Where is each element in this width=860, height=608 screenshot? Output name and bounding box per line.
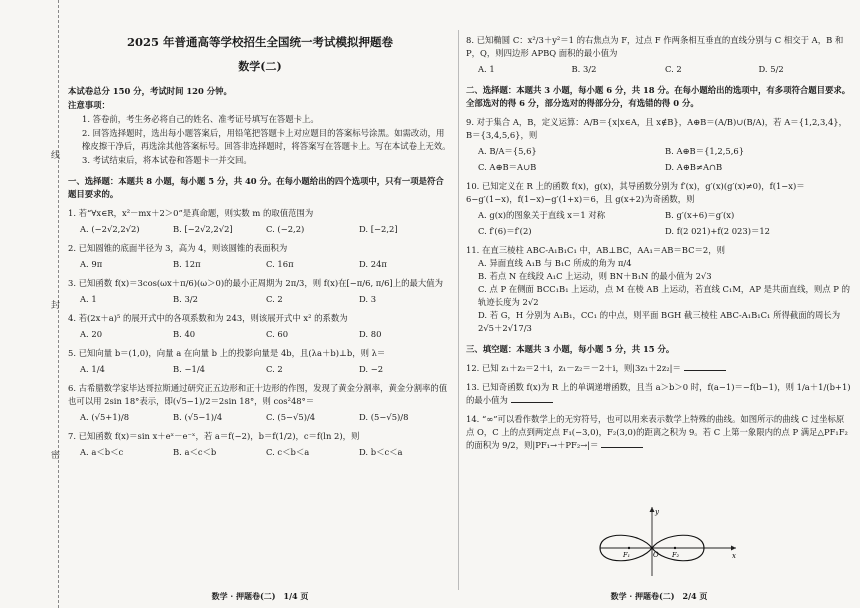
focus-f2-point bbox=[674, 547, 676, 549]
notice-item: 3. 考试结束后，将本试卷和答题卡一并交回。 bbox=[82, 154, 252, 165]
section-3-heading: 三、填空题：本题共 3 小题，每小题 5 分，共 15 分。 bbox=[466, 344, 675, 355]
notice-item: 1. 答卷前，考生务必将自己的姓名、准考证号填写在答题卡上。 bbox=[82, 113, 319, 124]
options-row bbox=[466, 225, 852, 238]
binding-mark-1: 线 bbox=[49, 150, 59, 159]
question-stem: 5. 已知向量 b＝(1,0)，向量 a 在向量 b 上的投影向量是 4b，且(λa＋b)⊥b，则 λ＝ bbox=[68, 348, 386, 359]
section-1-heading: 一、选择题：本题共 8 小题，每小题 5 分，共 40 分。在每小题给出的四个选项中，只有一项是符合题目要求的。 bbox=[68, 175, 444, 199]
question-stem: 6. 古希腊数学家毕达哥拉斯通过研究正五边形和正十边形的作图，发现了黄金分割率，黄金分割率的值也可以用 2sin 18°表示，即(√5−1)/2＝2sin 18°，则 cos²48°＝ bbox=[68, 383, 448, 407]
option-a[interactable]: A. 1 bbox=[478, 64, 495, 75]
question-2 bbox=[68, 242, 452, 271]
option-b[interactable]: B. A⊕B＝{1,2,5,6} bbox=[665, 146, 745, 157]
options-row bbox=[466, 63, 852, 76]
option-b[interactable]: B. [−2√2,2√2] bbox=[173, 224, 233, 234]
option-c[interactable]: C. A⊕B＝A∪B bbox=[478, 162, 537, 173]
option-a[interactable]: A. a＜b＜c bbox=[80, 447, 124, 458]
y-axis-arrow bbox=[650, 507, 655, 512]
option-a[interactable]: A. 1/4 bbox=[80, 364, 105, 375]
option-c[interactable]: C. 2 bbox=[665, 64, 682, 75]
option-a[interactable]: A. g(x)的图象关于直线 x＝1 对称 bbox=[478, 210, 606, 221]
options-row bbox=[68, 258, 452, 271]
options-row bbox=[68, 293, 452, 306]
option-d[interactable]: D. A⊕B≠A∩B bbox=[665, 162, 723, 173]
option-b[interactable]: B. 3/2 bbox=[571, 64, 597, 75]
answer-blank[interactable] bbox=[511, 395, 553, 403]
exam-title: 2025 年普通高等学校招生全国统一考试模拟押题卷 bbox=[126, 35, 393, 49]
binding-mark-3: 密 bbox=[49, 450, 59, 459]
footer-left: 数学 · 押题卷(二) 1/4 页 bbox=[211, 590, 309, 601]
option-a[interactable]: A. (√5+1)/8 bbox=[80, 412, 130, 423]
notice-item: 2. 回答选择题时，选出每小题答案后，用铅笔把答题卡上对应题目的答案标号涂黑。如需改动，用橡皮擦干净后，再选涂其他答案标号。回答非选择题时，将答案写在答题卡上。写在本试卷上无效。 bbox=[82, 127, 451, 151]
question-stem: 9. 对于集合 A，B，定义运算：A/B＝{x|x∈A，且 x∉B}，A⊕B＝(A/B)∪(B/A)，若 A＝{1,2,3,4}，B＝{3,4,5,6}，则 bbox=[466, 117, 847, 141]
option-a[interactable]: A. 异面直线 A₁B 与 B₁C 所成的角为 π/4 bbox=[478, 258, 632, 269]
notice-block bbox=[68, 85, 452, 167]
option-a[interactable]: A. 1 bbox=[80, 294, 97, 305]
question-stem: 10. 已知定义在 R 上的函数 f(x)，g(x)，其导函数分别为 f′(x)，g′(x)(g′(x)≠0)，f(1−x)＝6−g′(1−x)，f(1−x)−g′(1+x)＝6，且 g(x+2)为奇函数，则 bbox=[466, 181, 805, 205]
option-d[interactable]: D. 3 bbox=[359, 294, 377, 305]
origin-label: O bbox=[653, 551, 659, 559]
option-b[interactable]: B. −1/4 bbox=[173, 364, 205, 375]
question-stem: 11. 在直三棱柱 ABC-A₁B₁C₁ 中，AB⊥BC，AA₁＝AB＝BC＝2，则 bbox=[466, 245, 725, 256]
question-stem: 2. 已知圆锥的底面半径为 3，高为 4，则该圆锥的表面积为 bbox=[68, 243, 288, 254]
lemniscate-figure bbox=[592, 504, 742, 578]
question-11 bbox=[466, 244, 852, 335]
answer-blank[interactable] bbox=[601, 440, 643, 448]
option-c[interactable]: C. (5−√5)/4 bbox=[266, 412, 316, 423]
question-13 bbox=[466, 381, 852, 407]
focus-f1-point bbox=[628, 547, 630, 549]
question-stem: 14. “∞”可以看作数学上的无穷符号，也可以用来表示数学上特殊的曲线。如图所示的曲线 C 过坐标原点 O，C 上的点到两定点 F₁(−3,0)，F₂(3,0)的距离之积为 9。若 C 上第一象限内的点 P 满足△PF₁F₂ 的面积为 9/2，则|PF₁→＋PF₂→|＝ bbox=[466, 414, 848, 451]
notice-heading: 注意事项： bbox=[68, 99, 110, 110]
notice-intro: 本试卷总分 150 分，考试时间 120 分钟。 bbox=[68, 85, 232, 96]
footer-right: 数学 · 押题卷(二) 2/4 页 bbox=[610, 590, 708, 601]
options-row bbox=[68, 411, 452, 424]
option-c[interactable]: C. 60 bbox=[266, 329, 289, 340]
question-stem: 13. 已知奇函数 f(x)为 R 上的单调递增函数，且当 a＞b＞0 时，f(a−1)＝−f(b−1)，则 1/a＋1/(b+1) 的最小值为 bbox=[466, 382, 851, 406]
question-8 bbox=[466, 34, 852, 76]
option-b[interactable]: B. g′(x+6)＝g′(x) bbox=[665, 210, 735, 221]
option-d[interactable]: D. 80 bbox=[359, 329, 382, 340]
option-c[interactable]: C. (−2,2) bbox=[266, 224, 305, 234]
option-b[interactable]: B. a＜c＜b bbox=[173, 447, 217, 458]
option-d[interactable]: D. 24π bbox=[359, 259, 387, 270]
option-d[interactable]: D. 若 G，H 分别为 A₁B₁，CC₁ 的中点，则平面 BGH 截三棱柱 ABC-A₁B₁C₁ 所得截面的周长为 2√5＋2√17/3 bbox=[478, 310, 841, 334]
question-stem: 8. 已知椭圆 C：x²/3＋y²＝1 的右焦点为 F，过点 F 作两条相互垂直的直线分别与 C 相交于 A，B 和 P，Q，则四边形 APBQ 面积的最小值为 bbox=[466, 35, 844, 59]
options-row bbox=[466, 161, 852, 174]
option-b[interactable]: B. (√5−1)/4 bbox=[173, 412, 223, 423]
question-5 bbox=[68, 347, 452, 376]
question-14 bbox=[466, 413, 852, 452]
question-4 bbox=[68, 312, 452, 341]
question-stem: 12. 已知 z₁＋z₂＝2＋i，z₁－z₂＝－2＋i，则|3z₁＋2z₂|＝ bbox=[466, 363, 681, 374]
options-row bbox=[466, 145, 852, 158]
option-b[interactable]: B. 3/2 bbox=[173, 294, 198, 305]
option-d[interactable]: D. 5/2 bbox=[758, 64, 784, 75]
binding-margin bbox=[0, 0, 58, 608]
option-d[interactable]: D. (5−√5)/8 bbox=[359, 412, 409, 423]
question-12 bbox=[466, 362, 852, 375]
option-d[interactable]: D. −2 bbox=[359, 364, 384, 375]
question-9 bbox=[466, 116, 852, 174]
options-row bbox=[68, 363, 452, 376]
exam-subtitle: 数学(二) bbox=[238, 59, 282, 73]
answer-blank[interactable] bbox=[684, 363, 726, 371]
question-stem: 3. 已知函数 f(x)＝3cos(ωx＋π/6)(ω＞0)的最小正周期为 2π/3，则 f(x)在[−π/6, π/6]上的最大值为 bbox=[68, 278, 443, 289]
option-c[interactable]: C. 16π bbox=[266, 259, 294, 270]
option-c[interactable]: C. f′(6)＝f′(2) bbox=[478, 226, 532, 237]
option-d[interactable]: D. [−2,2] bbox=[359, 224, 398, 234]
binding-mark-2: 封 bbox=[49, 300, 59, 309]
option-d[interactable]: D. b＜c＜a bbox=[359, 447, 403, 458]
f1-label: F₁ bbox=[623, 551, 631, 559]
option-a[interactable]: A. B/A＝{5,6} bbox=[478, 146, 537, 157]
x-axis-label: x bbox=[732, 552, 736, 560]
options-row bbox=[68, 223, 452, 236]
question-10 bbox=[466, 180, 852, 238]
question-7 bbox=[68, 430, 452, 459]
option-b[interactable]: B. 12π bbox=[173, 259, 201, 270]
option-a[interactable]: A. (−2√2,2√2) bbox=[80, 224, 140, 234]
question-stem: 4. 若(2x＋a)⁵ 的展开式中的各项系数和为 243，则该展开式中 x² 的系数为 bbox=[68, 313, 348, 324]
option-a[interactable]: A. 20 bbox=[80, 329, 103, 340]
x-axis-arrow bbox=[731, 546, 736, 551]
left-column bbox=[68, 0, 452, 608]
option-c[interactable]: C. 点 P 在侧面 BCC₁B₁ 上运动，点 M 在棱 AB 上运动，若直线 C₁M，AP 是共面直线，则点 P 的轨迹长度为 2√2 bbox=[478, 284, 850, 308]
f2-label: F₂ bbox=[672, 551, 680, 559]
y-axis-label: y bbox=[655, 508, 659, 516]
question-stem: 1. 若“∀x∈R，x²－mx＋2＞0”是真命题，则实数 m 的取值范围为 bbox=[68, 207, 314, 218]
option-d[interactable]: D. f(2 021)+f(2 023)＝12 bbox=[665, 226, 771, 237]
option-c[interactable]: C. 2 bbox=[266, 364, 283, 375]
question-3 bbox=[68, 277, 452, 306]
options-row bbox=[466, 209, 852, 222]
options-row bbox=[68, 328, 452, 341]
question-6 bbox=[68, 382, 452, 424]
question-stem: 7. 已知函数 f(x)＝sin x＋eˣ－e⁻ˣ，若 a＝f(−2)，b＝f(1/2)，c＝f(ln 2)，则 bbox=[68, 431, 360, 442]
column-separator bbox=[458, 30, 459, 590]
section-2-heading: 二、选择题：本题共 3 小题，每小题 6 分，共 18 分。在每小题给出的选项中，有多项符合题目要求。全部选对的得 6 分，部分选对的得部分分，有选错的得 0 分。 bbox=[466, 85, 851, 109]
question-1 bbox=[68, 207, 452, 236]
option-b[interactable]: B. 40 bbox=[173, 329, 196, 340]
option-c[interactable]: C. 2 bbox=[266, 294, 283, 305]
options-row bbox=[68, 446, 452, 459]
option-b[interactable]: B. 若点 N 在线段 A₁C 上运动，则 BN＋B₁N 的最小值为 2√3 bbox=[478, 271, 712, 282]
option-c[interactable]: C. c＜b＜a bbox=[266, 447, 310, 458]
option-a[interactable]: A. 9π bbox=[80, 259, 103, 270]
